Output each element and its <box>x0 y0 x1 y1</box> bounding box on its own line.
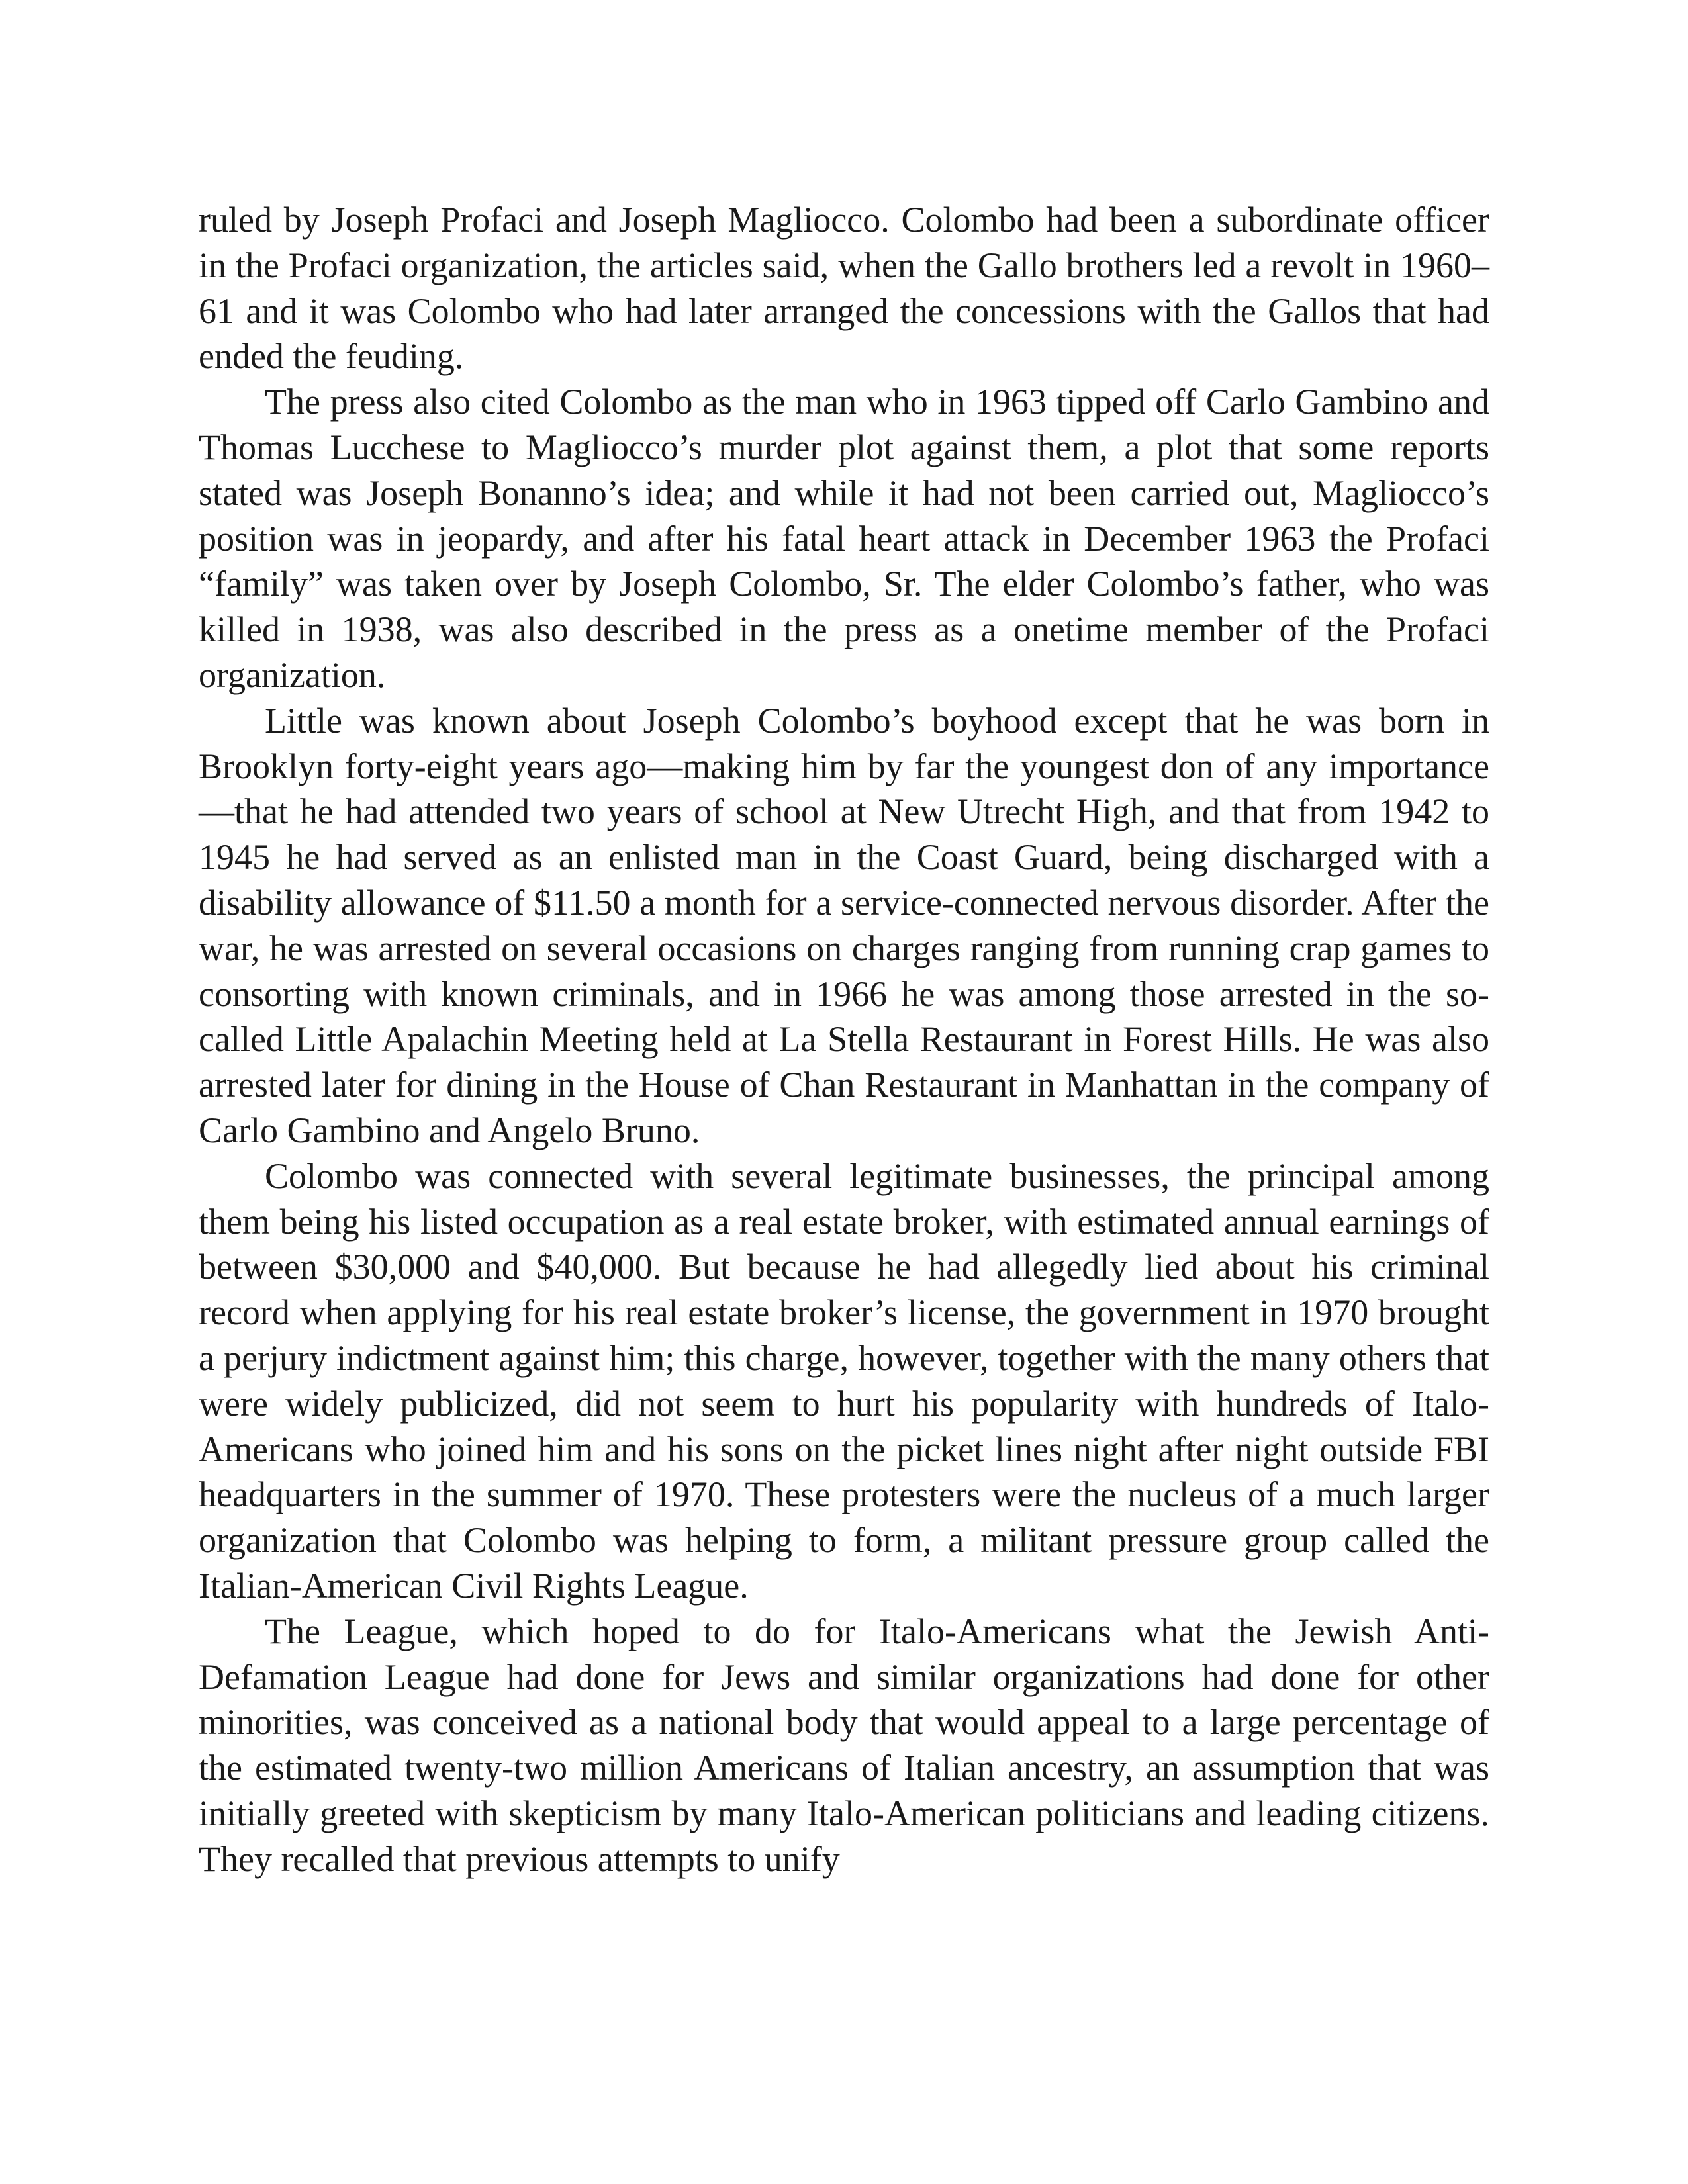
paragraph: ruled by Joseph Profaci and Joseph Magliocco. Colombo had been a subordinate officer in the Profaci organization, the articles said, when the Gallo brothers led a revolt in 1960–61 and it was Colombo who had later arranged the concessions with the Gallos that had ended the feuding. <box>199 200 1489 377</box>
body-text <box>199 197 1489 1882</box>
paragraph: Colombo was connected with several legitimate businesses, the principal among them being his listed occupation as a real estate broker, with estimated annual earnings of between $30,000 and $40,000. But because he had allegedly lied about his criminal record when applying for his real estate broker’s license, the government in 1970 brought a perjury indictment against him; this charge, however, together with the many others that were widely publicized, did not seem to hurt his popularity with hundreds of Italo-Americans who joined him and his sons on the picket lines night after night outside FBI headquarters in the summer of 1970. These protesters were the nucleus of a much larger organization that Colombo was helping to form, a militant pressure group called the Italian-American Civil Rights League. <box>199 1156 1489 1606</box>
paragraph: The press also cited Colombo as the man who in 1963 tipped off Carlo Gambino and Thomas Lucchese to Magliocco’s murder plot against them, a plot that some reports stated was Joseph Bonanno’s idea; and while it had not been carried out, Magliocco’s position was in jeopardy, and after his fatal heart attack in December 1963 the Profaci “family” was taken over by Joseph Colombo, Sr. The elder Colombo’s father, who was killed in 1938, was also described in the press as a onetime member of the Profaci organization. <box>199 382 1489 695</box>
paragraph: Little was known about Joseph Colombo’s boyhood except that he was born in Brooklyn forty-eight years ago—making him by far the youngest don of any importance—that he had attended two years of school at New Utrecht High, and that from 1942 to 1945 he had served as an enlisted man in the Coast Guard, being discharged with a disability allowance of $11.50 a month for a service-connected nervous disorder. After the war, he was arrested on several occasions on charges ranging from running crap games to consorting with known criminals, and in 1966 he was among those arrested in the so-called Little Apalachin Meeting held at La Stella Restaurant in Forest Hills. He was also arrested later for dining in the House of Chan Restaurant in Manhattan in the company of Carlo Gambino and Angelo Bruno. <box>199 700 1489 1150</box>
paragraph: The League, which hoped to do for Italo-Americans what the Jewish Anti-Defamation League had done for Jews and similar organizations had done for other minorities, was conceived as a national body that would appeal to a large percentage of the estimated twenty-two million Americans of Italian ancestry, an assumption that was initially greeted with skepticism by many Italo-American politicians and leading citizens. They recalled that previous attempts to unify <box>199 1611 1489 1879</box>
